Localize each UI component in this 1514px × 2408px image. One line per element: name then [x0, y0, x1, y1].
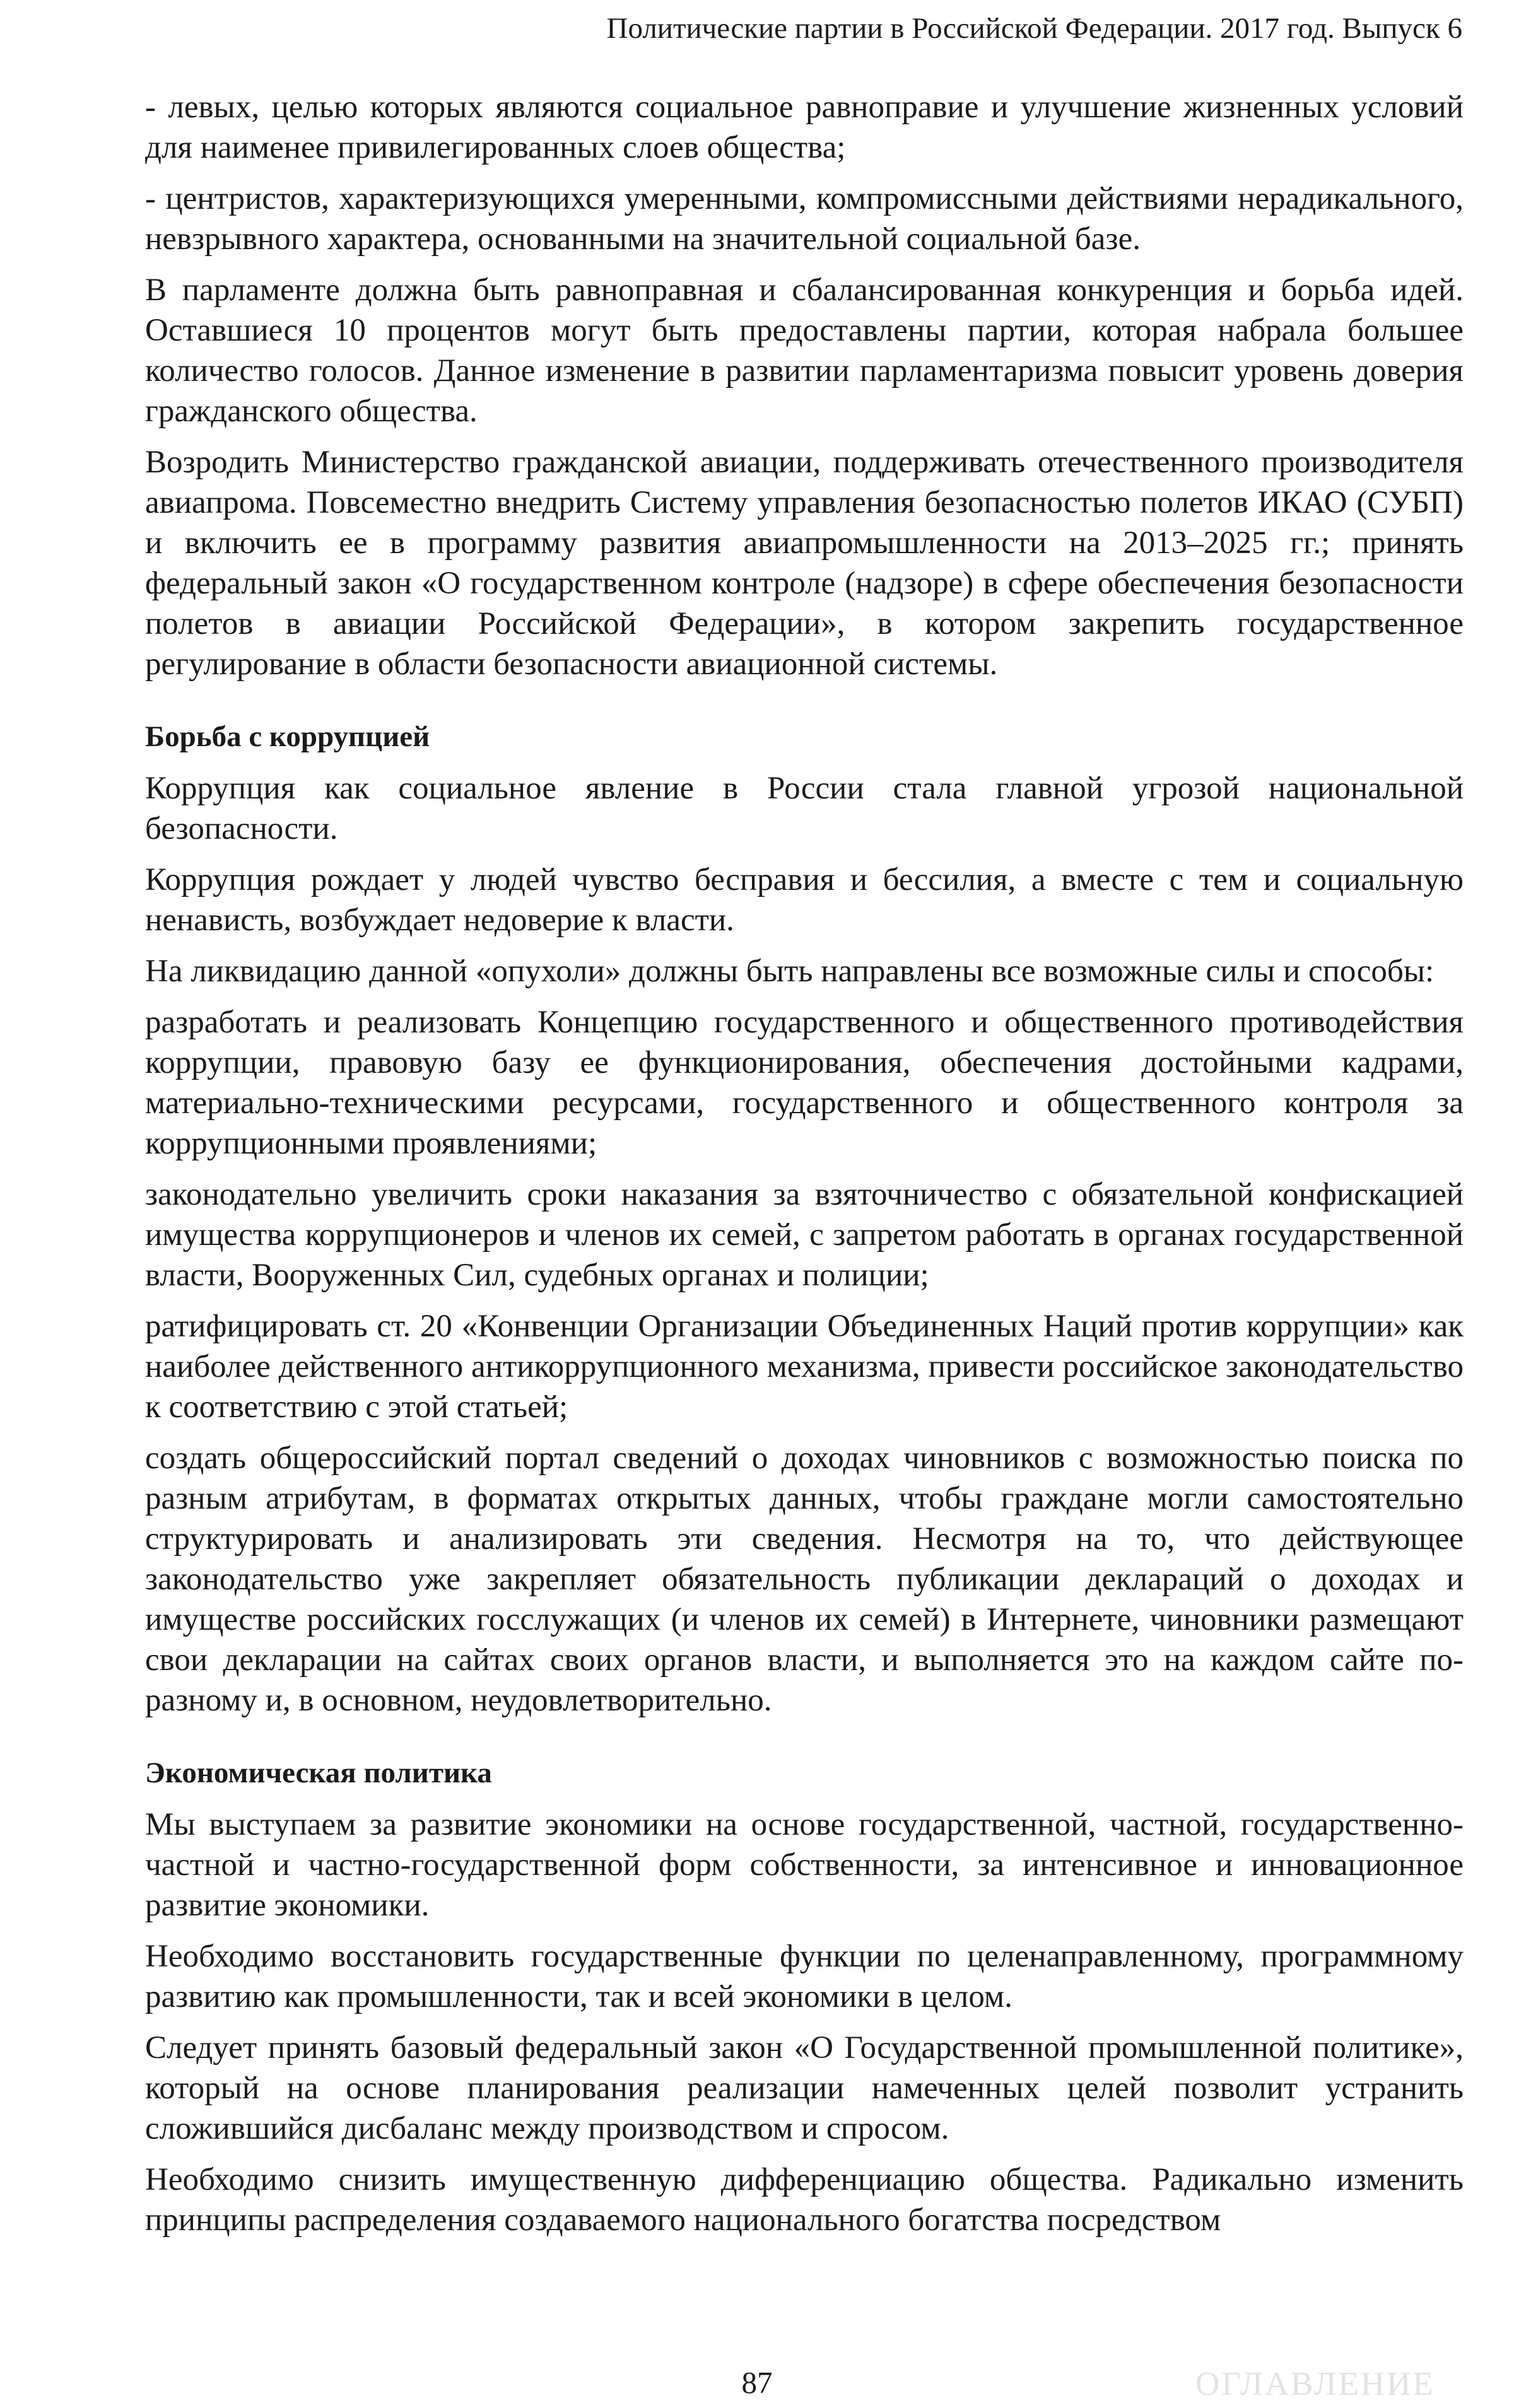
- paragraph-industrial-policy-law: Следует принять базовый федеральный закон «О Государственной промышленной политике», который на основе планирования реализации намеченных целей позволит устранить сложившийся дисбаланс между производством и спросом.: [145, 2030, 1464, 2146]
- paragraph-wealth-differentiation: Необходимо снизить имущественную дифференциацию общества. Радикально изменить принципы распределения создаваемого национального богатства посредством: [145, 2162, 1464, 2238]
- table-of-contents-link[interactable]: ОГЛАВЛЕНИЕ: [1195, 2366, 1435, 2402]
- document-body: [145, 87, 1464, 2251]
- measure-anticorruption-concept: разработать и реализовать Концепцию государственного и общественного противодействия коррупции, правовую базу ее функционирования, обеспечения достойными кадрами, материально-техническими ресурсами, государственного и общественного контроля за коррупционными проявлениями;: [145, 1005, 1464, 1161]
- section-heading-economic-policy: Экономическая политика: [145, 1756, 492, 1789]
- section-heading-anticorruption: Борьба с коррупцией: [145, 720, 430, 753]
- paragraph-civil-aviation: Возродить Министерство гражданской авиации, поддерживать отечественного производителя авиапрома. Повсеместно внедрить Систему управления безопасностью полетов ИКАО (СУБП) и включить ее в программу развития авиапромышленности на 2013–2025 гг.; принять федеральный закон «О государственном контроле (надзоре) в сфере обеспечения безопасности полетов в авиации Российской Федерации», в котором закрепить государственное регулирование в области безопасности авиационной системы.: [145, 445, 1464, 682]
- measure-un-convention-ratification: ратифицировать ст. 20 «Конвенции Организации Объединенных Наций против коррупции» как наиболее действенного антикоррупционного механизма, привести российское законодательство к соответствию с этой статьей;: [145, 1309, 1464, 1425]
- paragraph-corruption-measures-intro: На ликвидацию данной «опухоли» должны быть направлены все возможные силы и способы:: [145, 954, 1435, 989]
- list-item-left-parties: - левых, целью которых являются социальное равноправие и улучшение жизненных условий для наименее привилегированных слоев общества;: [145, 90, 1464, 165]
- measure-bribery-penalties: законодательно увеличить сроки наказания за взяточничество с обязательной конфискацией имущества коррупционеров и членов их семей, с запретом работать в органах государственной власти, Вооруженных Сил, судебных органах и полиции;: [145, 1177, 1464, 1293]
- paragraph-corruption-effects: Коррупция рождает у людей чувство бесправия и бессилия, а вместе с тем и социальную ненависть, возбуждает недоверие к власти.: [145, 862, 1464, 938]
- paragraph-parliament-competition: В парламенте должна быть равноправная и сбалансированная конкуренция и борьба идей. Оставшиеся 10 процентов могут быть предоставлены партии, которая набрала большее количество голосов. Данное изменение в развитии парламентаризма повысит уровень доверия гражданского общества.: [145, 272, 1464, 429]
- list-item-centrist-parties: - центристов, характеризующихся умеренными, компромиссными действиями нерадикального, невзрывного характера, основанными на значительной социальной базе.: [145, 181, 1464, 257]
- paragraph-state-functions: Необходимо восстановить государственные функции по целенаправленному, программному развитию как промышленности, так и всей экономики в целом.: [145, 1939, 1464, 2014]
- paragraph-corruption-threat: Коррупция как социальное явление в России стала главной угрозой национальной безопасности.: [145, 771, 1464, 846]
- page-number: 87: [741, 2365, 773, 2400]
- paragraph-economy-ownership-forms: Мы выступаем за развитие экономики на основе государственной, частной, государственно-частной и частно-государственной форм собственности, за интенсивное и инновационное развитие экономики.: [145, 1807, 1464, 1923]
- running-header: Политические партии в Российской Федерации. 2017 год. Выпуск 6: [606, 12, 1462, 45]
- measure-income-portal: создать общероссийский портал сведений о доходах чиновников с возможностью поиска по разным атрибутам, в форматах открытых данных, чтобы граждане могли самостоятельно структурировать и анализировать эти сведения. Несмотря на то, что действующее законодательство уже закрепляет обязательность публикации деклараций о доходах и имуществе российских госслужащих (и членов их семей) в Интернете, чиновники размещают свои декларации на сайтах своих органов власти, и выполняется это на каждом сайте по-разному и, в основном, неудовлетворительно.: [145, 1441, 1464, 1718]
